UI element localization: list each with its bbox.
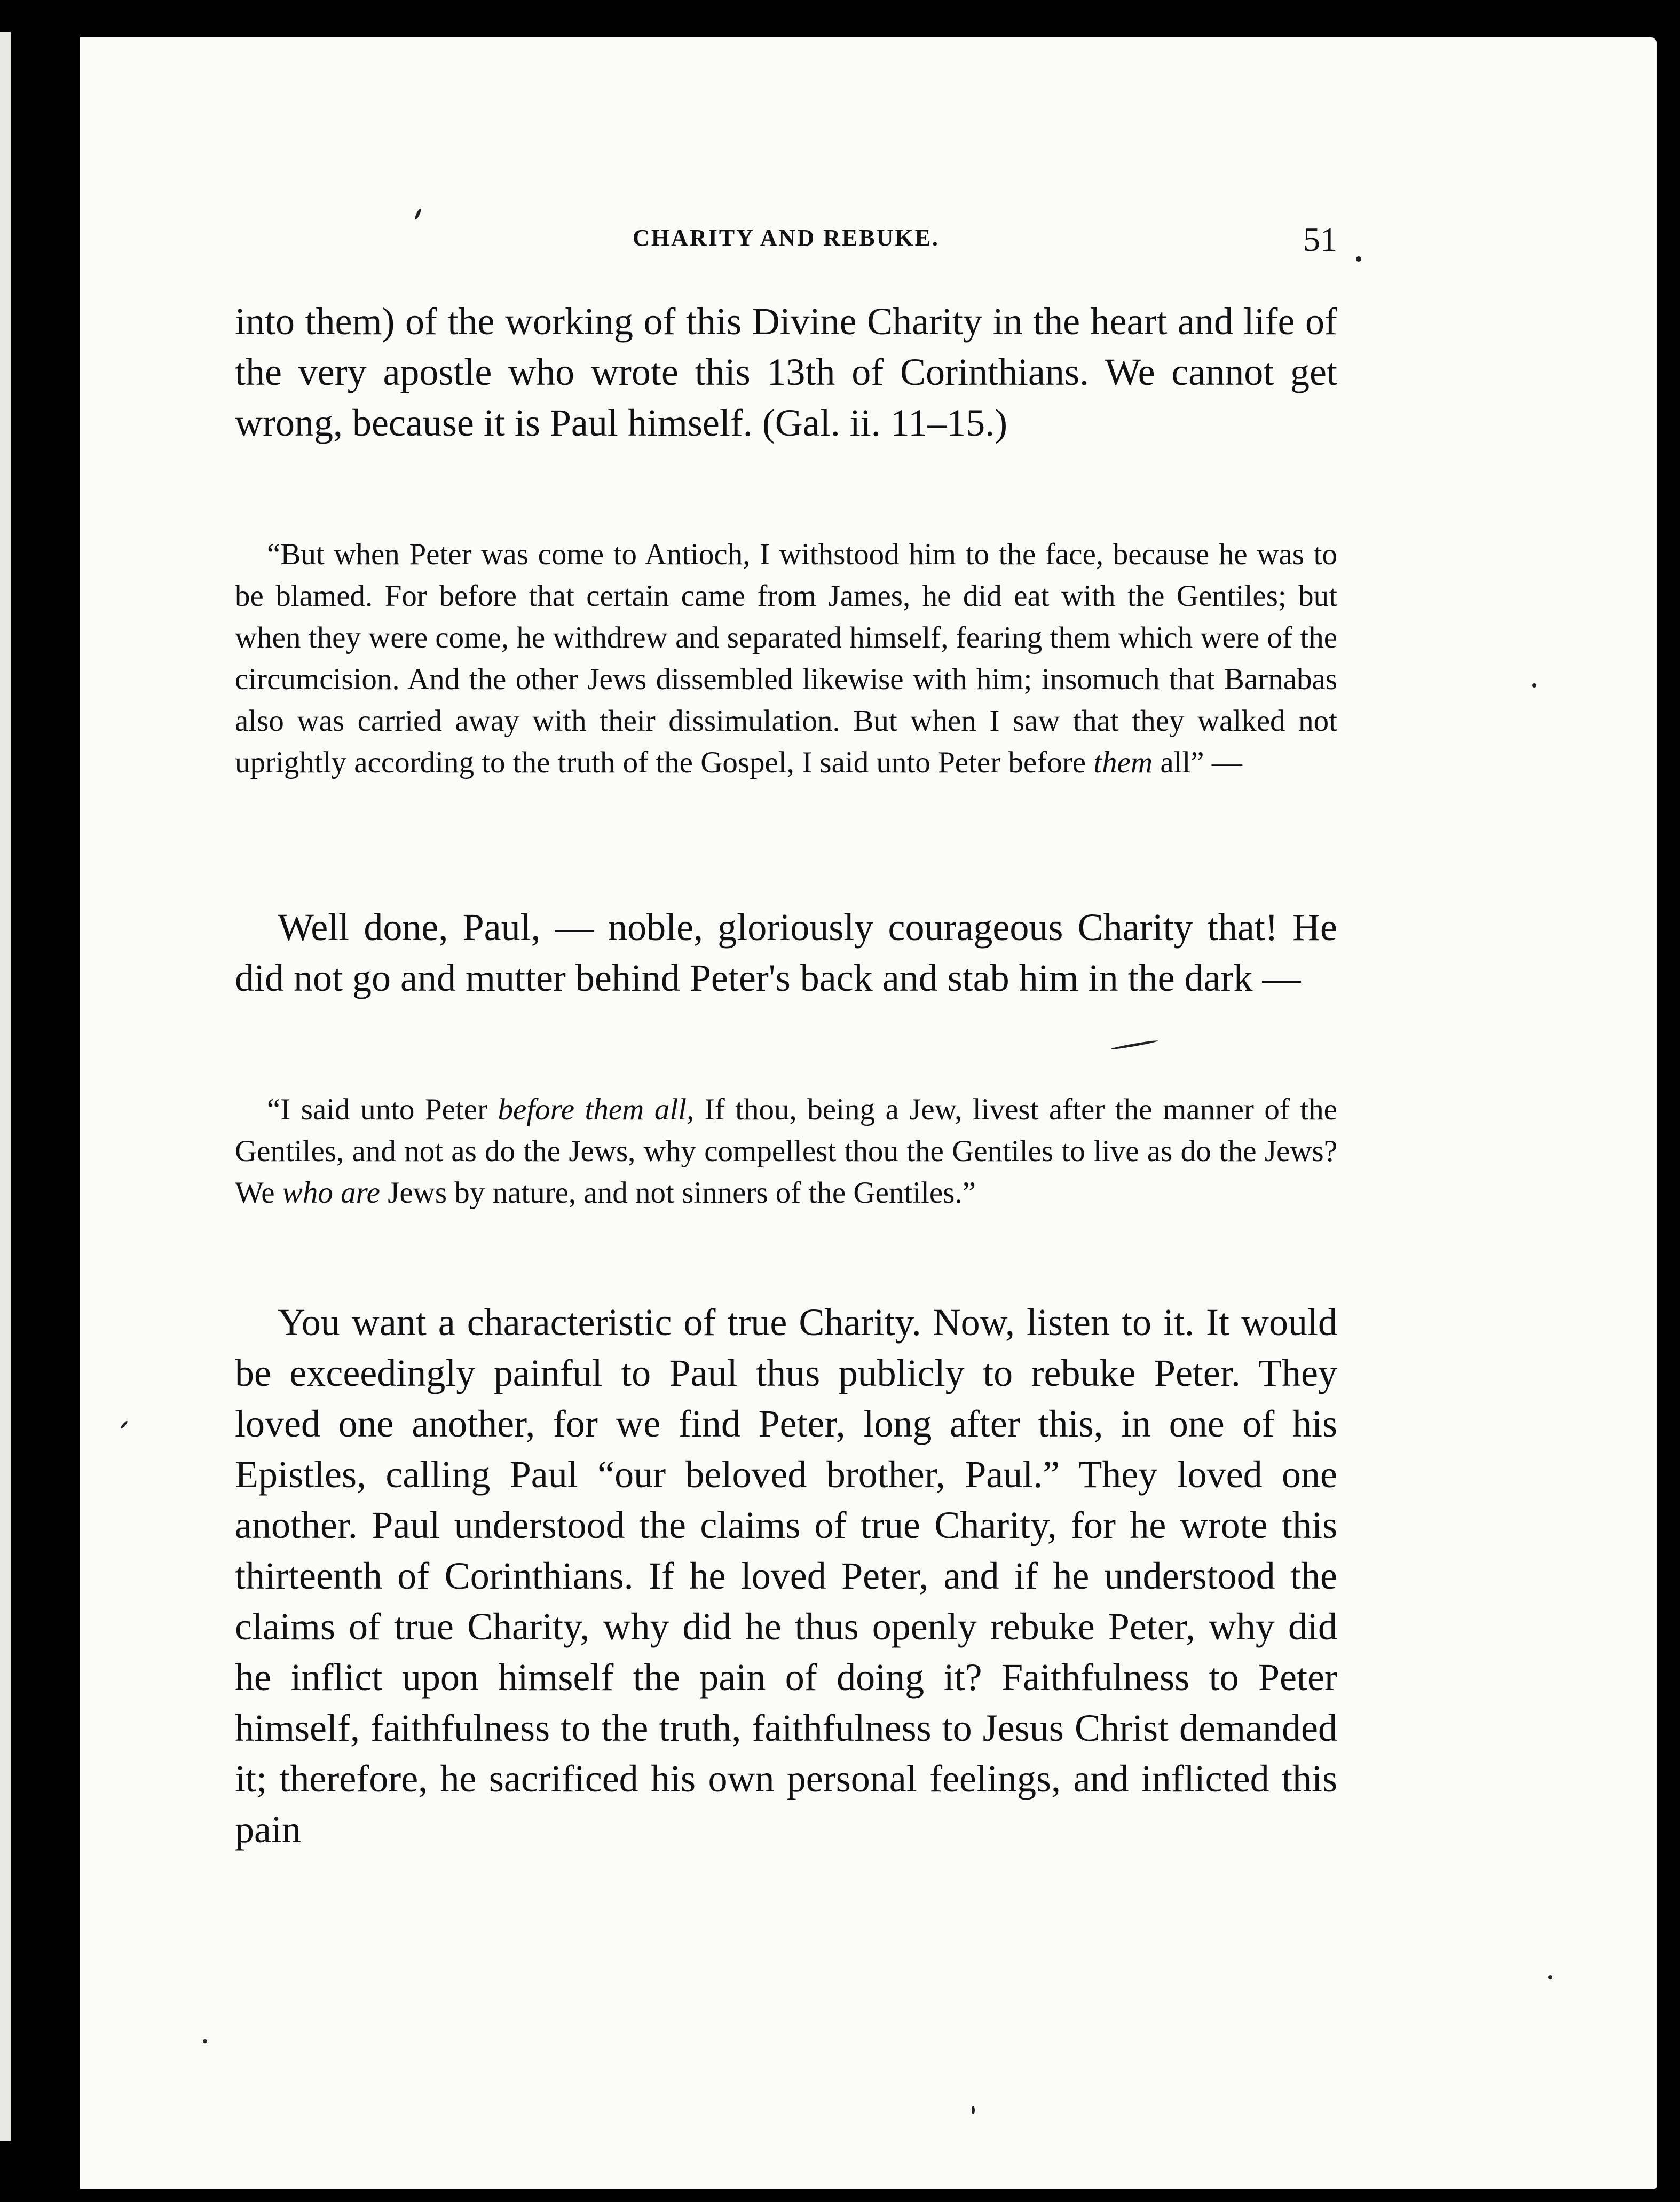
scan-speck bbox=[1548, 1975, 1552, 1979]
scripture-quote-2 bbox=[235, 1089, 1337, 1214]
paragraph-1-text: into them) of the working of this Divine Charity in the heart and life of the very apostle who wrote this 13th of Corinthians. We cannot get wrong, because it is Paul himself. (Gal. ii. 11–15.) bbox=[235, 300, 1337, 444]
scan-speck bbox=[1356, 256, 1361, 262]
paragraph-1 bbox=[235, 296, 1337, 448]
quote-1-part-b: all” — bbox=[1153, 746, 1242, 779]
scan-speck bbox=[972, 2106, 975, 2114]
paragraph-2-text: Well done, Paul, — noble, gloriously courageous Charity that! He did not go and mutter behind Peter's back and stab him in the dark — bbox=[235, 906, 1337, 999]
book-binding-shadow bbox=[0, 0, 80, 2202]
paragraph-3 bbox=[235, 1297, 1337, 1855]
page-header bbox=[235, 220, 1337, 272]
scripture-quote-1-text bbox=[235, 534, 1337, 784]
quote-1-italic: them bbox=[1093, 746, 1153, 779]
paragraph-3-text: You want a characteristic of true Charity. Now, listen to it. It would be exceedingly painful to Paul thus publicly to rebuke Peter. They loved one another, for we find Peter, long after this, in one of his Epistles, calling Paul “our beloved brother, Paul.” They loved one another. Paul understood the claims of true Charity, for he wrote this thirteenth of Corinthians. If he loved Peter, and if he understood the claims of true Charity, why did he thus openly rebuke Peter, why did he inflict upon himself the pain of doing it? Faithfulness to Peter himself, faithfulness to the truth, faithfulness to Jesus Christ demanded it; therefore, he sacrificed his own personal feelings, and inflicted this pain bbox=[235, 1301, 1337, 1851]
quote-1-part-a: “But when Peter was come to Antioch, I withstood him to the face, because he was to be blamed. For before that certain came from James, he did eat with the Gentiles; but when they were come, he withdrew and separated himself, fearing them which were of the circumcision. And the other Jews dissembled likewise with him; insomuch that Barnabas also was carried away with their dissimulation. But when I saw that they walked not uprightly according to the truth of the Gospel, I said unto Peter before bbox=[235, 538, 1337, 779]
quote-2-italic-a: before them all, bbox=[498, 1093, 695, 1126]
quote-2-part-b: If thou, being a Jew, livest after the manner of the Gentiles, and not as do the Jews, why compellest thou the Gentiles to live as do the Jews? We bbox=[235, 1093, 1337, 1210]
scan-speck bbox=[1532, 683, 1536, 688]
running-head: CHARITY AND REBUKE. bbox=[633, 225, 940, 251]
scripture-quote-1 bbox=[235, 534, 1337, 784]
page-edge bbox=[0, 32, 11, 2141]
page-number: 51 bbox=[1303, 220, 1337, 258]
paragraph-2 bbox=[235, 902, 1337, 1004]
quote-2-italic-b: who are bbox=[282, 1176, 380, 1210]
scan-speck bbox=[203, 2039, 207, 2043]
scripture-quote-2-text bbox=[235, 1089, 1337, 1214]
quote-2-part-a: “I said unto Peter bbox=[267, 1093, 498, 1126]
quote-2-part-c: Jews by nature, and not sinners of the Gentiles.” bbox=[380, 1176, 976, 1210]
